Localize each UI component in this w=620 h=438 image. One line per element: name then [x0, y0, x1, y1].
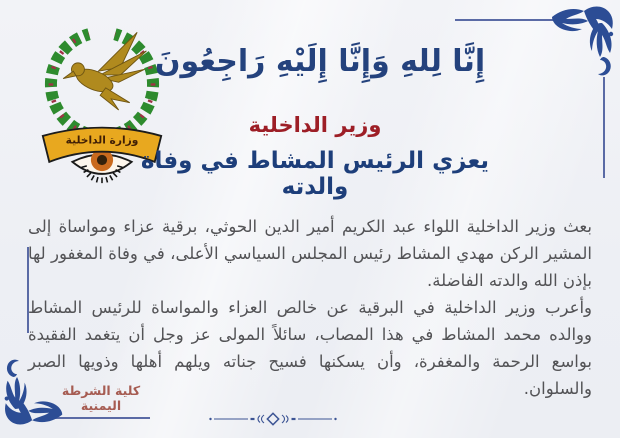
calligraphy-inna-lillah: إِنَّا لِلهِ وَإِنَّا إِلَيْهِ رَاجِعُونَ — [154, 43, 486, 79]
frame-line-top — [455, 19, 555, 21]
page-subtitle: يعزي الرئيس المشاط في وفاة والدته — [140, 148, 490, 200]
emblem-banner-text: وزارة الداخلية — [65, 133, 139, 147]
frame-line-bottom-left — [52, 417, 150, 419]
floral-corner-ornament-top-right-icon — [548, 3, 616, 79]
body-paragraph-2: وأعرب وزير الداخلية في البرقية عن خالص العزاء والمواساة للرئيس المشاط ووالده محمد المشاط في هذا المصاب، سائلاً المولى عز وجل أن يتغمد الفقيدة بواسع الرحمة والمغفرة، وأن يسكنها فسيح جناته ويلهم أهلها وذويها الصبر والسلوان. — [28, 298, 592, 398]
ornamental-divider-icon — [208, 412, 338, 426]
police-college-watermark: كلية الشرطة اليمنية — [61, 383, 141, 413]
page-title: وزير الداخلية — [248, 113, 382, 137]
body-text — [28, 213, 592, 402]
body-paragraph-1: بعث وزير الداخلية اللواء عبد الكريم أمير الدين الحوثي، برقية عزاء ومواساة إلى المشير الركن مهدي المشاط رئيس المجلس السياسي الأعلى، في وفاة المغفور لها بإذن الله والدته الفاضلة. — [28, 217, 592, 290]
frame-line-right — [603, 77, 605, 178]
